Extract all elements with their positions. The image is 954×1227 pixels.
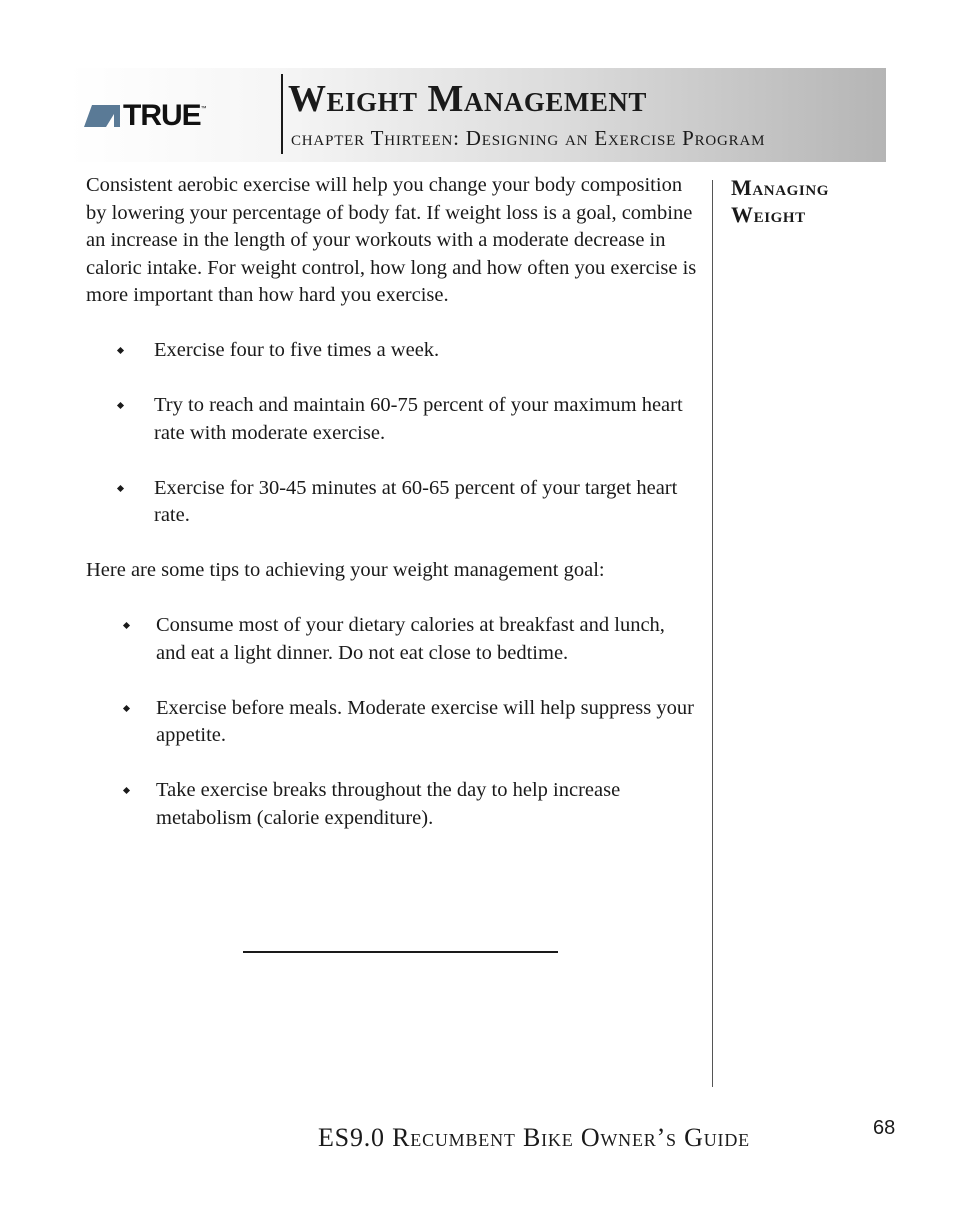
list-item-text: Take exercise breaks throughout the day to help increase metabolism (calorie expenditure). — [156, 779, 621, 829]
true-logo-mark-icon — [84, 105, 120, 127]
weight-tips-list — [86, 612, 698, 832]
list-item-text: Exercise before meals. Moderate exercise will help suppress your appetite. — [156, 696, 694, 746]
header-divider — [281, 74, 283, 154]
list-item — [86, 612, 698, 667]
tips-intro-paragraph: Here are some tips to achieving your weight management goal: — [86, 559, 605, 581]
footer-title: ES9.0 Recumbent Bike Owner’s Guide — [318, 1123, 750, 1152]
chapter-title: Weight Management — [288, 78, 647, 120]
logo-trademark: ™ — [200, 106, 207, 112]
list-item — [86, 392, 698, 447]
sidebar-divider — [712, 180, 713, 1087]
sidebar-heading: Managing Weight — [731, 175, 830, 227]
true-logo — [84, 99, 252, 132]
list-item-text: Try to reach and maintain 60-75 percent of your maximum heart rate with moderate exercise. — [154, 394, 683, 444]
bullet-icon — [123, 622, 130, 629]
list-item-text: Consume most of your dietary calories at breakfast and lunch, and eat a light dinner. Do not eat close to bedtime. — [156, 614, 665, 664]
bullet-icon — [123, 787, 130, 794]
page-number: 68 — [873, 1117, 896, 1139]
logo-text: TRUE — [123, 99, 201, 132]
list-item — [86, 475, 698, 530]
exercise-guidelines-list — [86, 337, 698, 530]
list-item — [86, 337, 698, 365]
section-end-rule — [243, 951, 558, 953]
list-item-text: Exercise for 30-45 minutes at 60-65 percent of your target heart rate. — [154, 476, 678, 526]
bullet-icon — [117, 484, 124, 491]
list-item-text: Exercise four to five times a week. — [154, 339, 440, 361]
list-item — [86, 777, 698, 832]
list-item — [86, 695, 698, 750]
chapter-subtitle: chapter Thirteen: Designing an Exercise Program — [291, 126, 766, 150]
main-content — [86, 172, 698, 860]
bullet-icon — [117, 402, 124, 409]
intro-paragraph: Consistent aerobic exercise will help you change your body composition by lowering your percentage of body fat. If weight loss is a goal, combine an increase in the length of your workouts with a moderate decrease in caloric intake. For weight control, how long and how often you exercise is more important than how hard you exercise. — [86, 174, 697, 306]
bullet-icon — [117, 347, 124, 354]
bullet-icon — [123, 704, 130, 711]
